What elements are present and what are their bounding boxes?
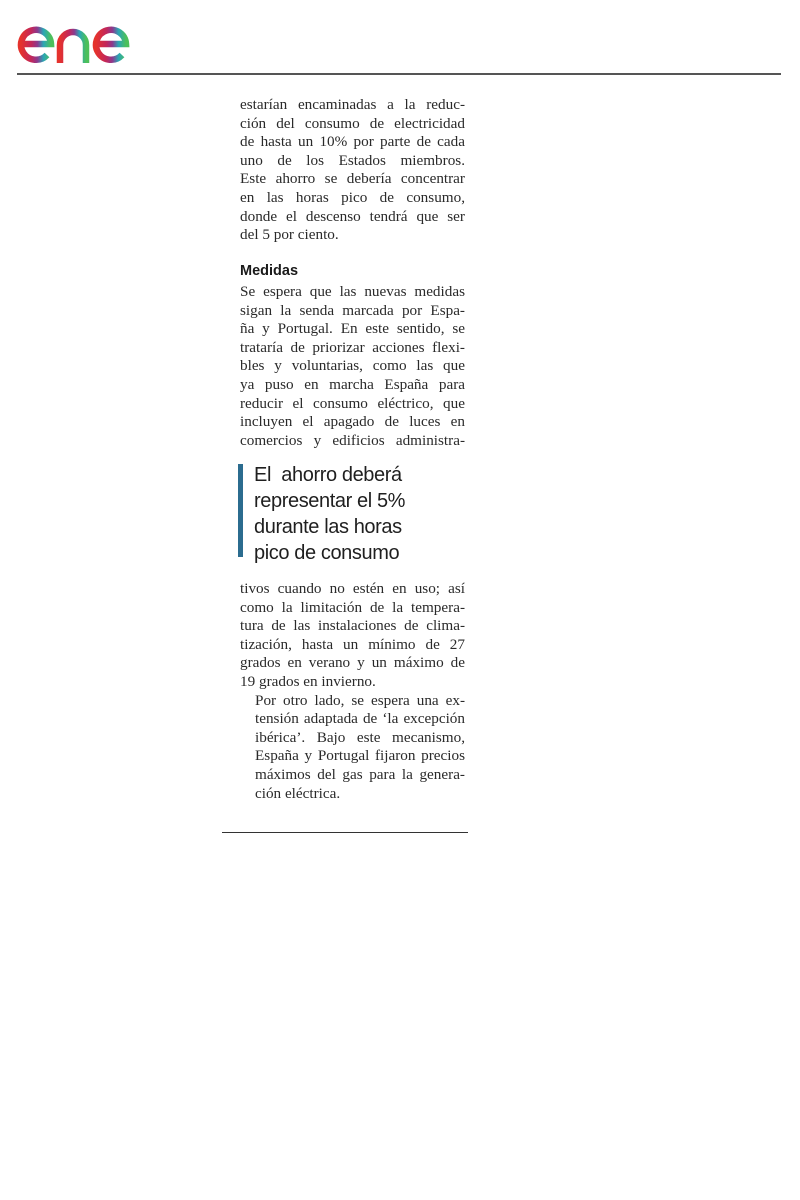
text-line: como la limitación de la tempera- bbox=[240, 598, 465, 616]
text-line: tivos cuando no estén en uso; así bbox=[240, 580, 465, 597]
pull-quote-bar bbox=[238, 464, 243, 557]
text-line: incluyen el apagado de luces en bbox=[240, 413, 465, 431]
article-paragraph-3 bbox=[240, 580, 465, 692]
text-line: tura de las instalaciones de clima- bbox=[240, 617, 465, 635]
text-line: ya puso en marcha España para bbox=[240, 375, 465, 393]
text-line: ción del consumo de electricidad bbox=[240, 114, 465, 132]
text-line: 19 grados en invierno. bbox=[240, 672, 376, 690]
text-line: ción eléctrica. bbox=[255, 784, 341, 802]
text-line: comercios y edificios administra- bbox=[240, 431, 465, 449]
pull-quote-line: representar el 5% bbox=[254, 490, 406, 512]
text-line: del 5 por ciento. bbox=[240, 226, 339, 244]
text-line: donde el descenso tendrá que ser bbox=[240, 207, 465, 225]
text-line: bles y voluntarias, como las que bbox=[240, 357, 465, 375]
text-line: ibérica’. Bajo este mecanismo, bbox=[255, 728, 465, 746]
pull-quote bbox=[238, 462, 468, 564]
pull-quote-line: durante las horas bbox=[254, 516, 402, 538]
text-line: trataría de priorizar acciones flexi- bbox=[240, 338, 465, 356]
text-line: Por otro lado, se espera una ex- bbox=[255, 691, 465, 709]
pull-quote-line: El ahorro deberá bbox=[254, 464, 402, 486]
article-paragraph-4 bbox=[240, 692, 465, 804]
text-line: reducir el consumo eléctrico, que bbox=[240, 394, 465, 412]
article-paragraphs-3-4 bbox=[240, 580, 465, 803]
text-line: tización, hasta un mínimo de 27 bbox=[240, 635, 465, 653]
enel-logo bbox=[16, 8, 170, 68]
text-line: uno de los Estados miembros. bbox=[240, 151, 465, 169]
article-paragraph-1 bbox=[240, 96, 465, 245]
text-line: Este ahorro se debería concentrar bbox=[240, 170, 465, 188]
article-paragraph-2 bbox=[240, 283, 465, 450]
text-line: sigan la senda marcada por Espa- bbox=[240, 301, 465, 319]
pull-quote-text bbox=[254, 462, 454, 566]
text-line: España y Portugal fijaron precios bbox=[255, 747, 465, 765]
text-line: ña y Portugal. En este sentido, se bbox=[240, 320, 465, 338]
pull-quote-line: pico de consumo bbox=[254, 542, 400, 564]
text-line: en las horas pico de consumo, bbox=[240, 188, 465, 206]
text-line: de hasta un 10% por parte de cada bbox=[240, 133, 465, 151]
text-line: grados en verano y un máximo de bbox=[240, 654, 465, 672]
article-end-rule bbox=[222, 832, 468, 833]
text-line: máximos del gas para la genera- bbox=[255, 765, 465, 783]
text-line: tensión adaptada de ‘la excepción bbox=[255, 710, 465, 728]
section-subhead: Medidas bbox=[240, 263, 299, 279]
text-line: estarían encaminadas a la reduc- bbox=[240, 96, 465, 113]
header-rule bbox=[17, 73, 781, 75]
text-line: Se espera que las nuevas medidas bbox=[240, 283, 465, 300]
